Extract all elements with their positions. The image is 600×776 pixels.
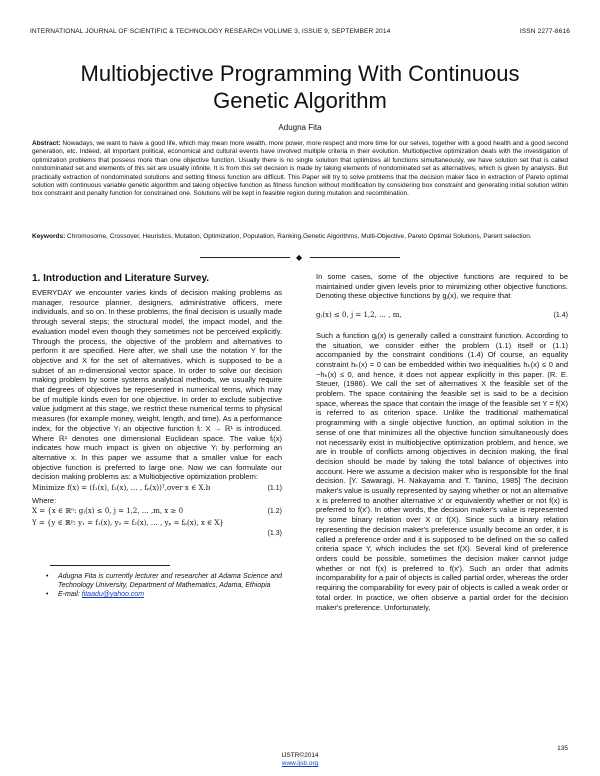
keywords-text: Chromosome, Crossover, Heuristics, Mutation, Optimization, Population, Ranking,Genetic Algorithms, Multi-Objective, Pareto Optimal Solutions, Parent selection. xyxy=(65,233,532,240)
equation-number: (1.1) xyxy=(267,485,282,493)
section-divider xyxy=(200,254,400,262)
intro-paragraph: EVERYDAY we encounter varies kinds of decision making problems as manager, resource planner, designers, administrative officers, mere individuals, and so on. In these problems, the final decision is usually made through several steps; the structural model, the impact model, and the evaluation model even though they sometimes not be perceived explicitly. Through the process, the objective of the problem and alternatives to perform it are specified. Here after, we shall use the notation Y for the objective and X for the set of alternatives, which is supposed to be a subset of an n-dimensional vector space. In order to solve our decision making problem by some systems analytical methods, we usually require that degrees of objectives be represented in numerical terms, which may be of multiple kinds even for one objective. In order to exclude subjective value judgment at this stage, we restrict these numerical terms to physical measures (for example money, weight, length, and time). As a performance index, for the objective Yᵢ an objective function fᵢ: X → ℝ¹ is introduced. Where ℝ¹ denotes one dimensional Euclidean space. The value fᵢ(x) indicates how much impact is given on objective Yᵢ by performing an alternative x. In this paper we assume that a smaller value for each objective function is preferred to large one. Now we can formulate our decision making problems as: a Multiobjective optimization problem: xyxy=(32,288,282,482)
right-paragraph-1: In some cases, some of the objective functions are required to be maintained under given levels prior to minimizing other objective functions. Denoting these objective functions by gⱼ(x), we require that xyxy=(316,272,568,301)
equation-1.1 xyxy=(32,484,282,494)
equation-text: Y = {y ∈ ℝᵖ: y₁ = f₁(x), y₂ = f₂(x), … , yₚ = fₚ(x), x ∈ X} xyxy=(32,519,224,528)
title-line-1: Multiobjective Programming With Continuous xyxy=(80,61,520,86)
footnote-email xyxy=(32,590,282,599)
page-number: 135 xyxy=(557,745,568,752)
page-footer xyxy=(0,752,600,768)
diamond-icon: ◆ xyxy=(296,253,303,262)
journal-url[interactable]: www.ijstr.org xyxy=(281,760,319,767)
abstract-text: Nowadays, we want to have a good life, which may mean more wealth, more power, more respect and more time for our selves, together with a good health and a good second generation, etc. Indeed, all important political, economical and cultural events have involved multiple criteria in their evolution. Multiobjective optimization deals with the investigation of optimization problems that possess more than one objective function. Usually there is no single solution that optimizes all functions simultaneously, we have solution set that is called nondominated set and elements of this set are usually infinite. It is from this set decision is made by taking elements of nondominated set as alternatives, which is given by analysts. But practically extraction of nondominated solutions and setting fitness function are difficult. This Paper will try to solve problems that the decision maker face in extraction of Pareto optimal solution with continuous variable genetic algorithm and taking objective function as fitness function without modification by considering box constraint and generating initial solution within box constraint and penalty function for constrained one. Solutions will be kept in feasible region during mutation and recombination. xyxy=(32,140,568,198)
keywords-label: Keywords: xyxy=(32,233,66,240)
equation-1.4 xyxy=(316,311,568,321)
footnote-rule xyxy=(50,565,170,566)
equation-1.2 xyxy=(32,507,282,517)
equation-number: (1.2) xyxy=(267,508,282,516)
paper-title xyxy=(30,60,570,114)
right-paragraph-2: Such a function gⱼ(x) is generally called a constraint function. According to the situation, we consider either the problem (1.1) itself or (1.1) accompanied by the constraint conditions (1.4) Of course, an equality constraint hₖ(x) = 0 can be embedded within two inequalities hₖ(x) ≤ 0 and −hₖ(x) ≤ 0, and hence, it does not appear explicitly in this paper. (R. E. Steuer, (1986). We call the set of alternatives X the feasible set of the problem. The space containing the feasible set is said to be a decision space, whereas the space that contain the image of the feasible set Y = f(X) is referred to as criterion space. Unlike the traditional mathematical programming with a single objective function, an optimal solution in the sense of one that minimizes all the objective function simultaneously does not necessarily exist in multiobjective optimization problem, and hence, we are in trouble of conflicts among objectives in decision making, the final decision should be made by taking the total balance of objectives into account. Here we assume a decision maker who is responsible for the final decision. [Y. Sawaragi, H. Nakayama and T. Tanino, 1985] The decision maker's value is usually represented by saying whether or not an alternative x is preferred to another alternative x′ or equivalently whether or not f(x) is preferred to f(x′). In other words, the decision maker's value is represented by some binary relation over X or f(X). Since such a binary relation representing the decision maker's preference usually become an order, it is called a preference order and it is supposed to be defined on the so called criteria space Y, which includes the set f(X). Several kind of preference orders could be possible, sometimes the decision maker cannot judge whether or not f(x) is preferred to f(x′). Such an order that admits incomparability for a pair of objects is called partial order, whereas the order requiring the comparability for every pair of objects is called a weak order or total order. In practice, we often observe a partial order for the decision maker's preference. Unfortunately, xyxy=(316,330,568,612)
abstract-label: Abstract: xyxy=(32,140,61,147)
abstract xyxy=(32,140,568,199)
bullet-icon: • xyxy=(46,572,49,580)
equation-number: (1.4) xyxy=(553,312,568,320)
bullet-icon: • xyxy=(46,590,49,598)
equation-text: Minimize f(x) = (f₁(x), f₂(x), … , fₚ(x))ᵀ,over x ∈ X.b xyxy=(32,484,211,493)
equation-text: X = {x ∈ ℝⁿ: gⱼ(x) ≤ 0, j = 1,2, … ,m, x ≥ 0 xyxy=(32,507,184,516)
email-link[interactable]: fitaadu@yahoo.com xyxy=(81,590,145,598)
copyright-code: IJSTR©2014 xyxy=(281,752,319,759)
equation-text: gⱼ(x) ≤ 0, j = 1,2, … , m, xyxy=(316,311,402,320)
where-label: Where: xyxy=(32,495,57,505)
section-heading: 1. Introduction and Literature Survey. xyxy=(32,273,210,284)
equation-1.3 xyxy=(32,519,282,538)
email-label: E-mail: xyxy=(58,590,82,598)
issn: ISSN 2277-8616 xyxy=(519,28,570,35)
right-column xyxy=(316,272,568,612)
keywords xyxy=(32,233,568,241)
author-name: Adugna Fita xyxy=(278,123,322,132)
footnote-author: • Adugna Fita is currently lecturer and researcher at Adama Science and Technology University, Department of Mathematics, Adama, Ethiopia xyxy=(46,572,282,589)
journal-name: INTERNATIONAL JOURNAL OF SCIENTIFIC & TECHNOLOGY RESEARCH VOLUME 3, ISSUE 9, SEPTEMBER 2014 xyxy=(30,28,391,35)
running-header xyxy=(30,28,570,35)
left-column xyxy=(32,272,282,599)
equation-number: (1.3) xyxy=(267,529,282,537)
title-line-2: Genetic Algorithm xyxy=(213,88,387,113)
